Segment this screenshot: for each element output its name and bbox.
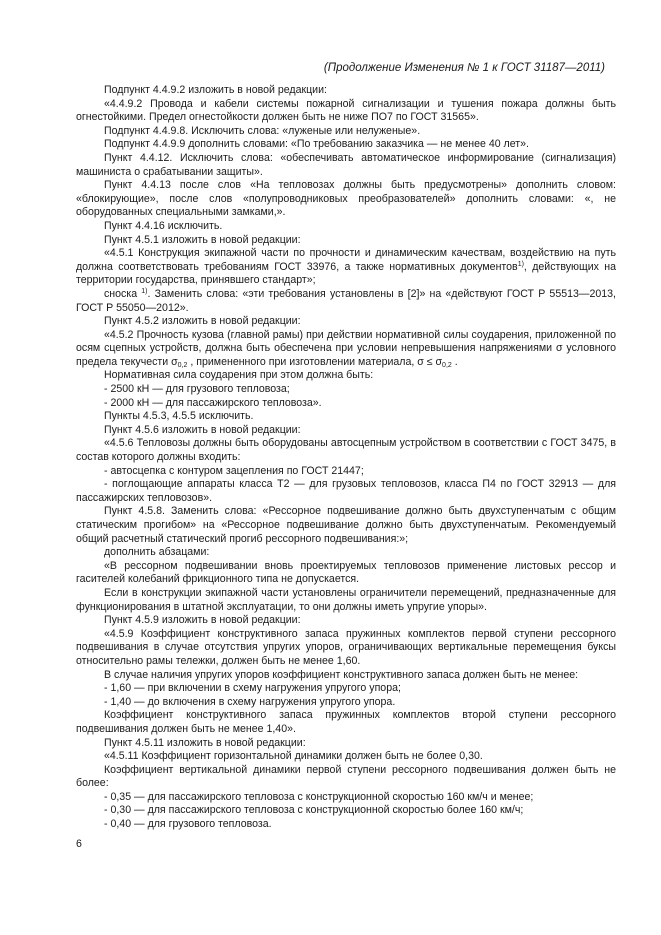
paragraph: Пункты 4.5.3, 4.5.5 исключить. xyxy=(104,410,254,423)
paragraph: Подпункт 4.4.9.2 изложить в новой редакции: xyxy=(104,84,327,96)
paragraph: Коэффициент конструктивного запаса пружинных комплектов второй ступени рессорного подвешивания должен быть не менее 1,40». xyxy=(76,709,616,735)
paragraph xyxy=(76,247,616,288)
paragraph: Нормативная сила соударения при этом должна быть: xyxy=(104,369,374,382)
paragraph: - 0,30 — для пассажирского тепловоза с конструкционной скоростью более 160 км/ч; xyxy=(104,804,524,817)
text-run: . Заменить слова: «эти требования установлены в [2]» на «действуют ГОСТ Р 55513—2013, ГОСТ Р 55050—2012». xyxy=(76,287,616,314)
paragraph: Пункт 4.4.13 после слов «На тепловозах должны быть предусмотрены» дополнить словом: «блокирующие», после слов «полупроводниковых преобразователей» дополнить словами: «, не оборудованных специальными замками,». xyxy=(76,179,616,219)
paragraph: - 1,40 — до включения в схему нагружения упругого упора. xyxy=(104,695,396,708)
paragraph: Подпункт 4.4.9.8. Исключить слова: «луженые или нелуженые». xyxy=(104,124,421,137)
paragraph: - 2000 кН — для пассажирского тепловоза». xyxy=(104,396,322,409)
footnote-mark: 1) xyxy=(517,260,524,268)
paragraph: - 0,35 — для пассажирского тепловоза с конструкционной скоростью 160 км/ч и менее; xyxy=(104,790,534,803)
paragraph: Пункт 4.5.1 изложить в новой редакции: xyxy=(104,233,301,246)
paragraph: Пункт 4.5.2 изложить в новой редакции: xyxy=(104,315,301,328)
paragraph: - 0,40 — для грузового тепловоза. xyxy=(104,818,272,831)
paragraph: Пункт 4.4.16 исключить. xyxy=(104,219,223,232)
paragraph: Пункт 4.4.12. Исключить слова: «обеспечивать автоматическое информирование (сигнализация) машиниста о срабатывании защиты». xyxy=(76,151,616,178)
paragraph xyxy=(76,329,616,370)
text-run: «4.5.1 Конструкция экипажной части по прочности и динамическим качествам, воздействию на путь должна соответствовать требованиям ГОСТ 33976, а также нормативных документов xyxy=(76,247,616,273)
paragraph: «4.4.9.2 Провода и кабели системы пожарной сигнализации и тушения пожара должны быть огнестойкими. Предел огнестойкости должен быть не ниже ПО7 по ГОСТ 31565». xyxy=(76,97,616,124)
document-body xyxy=(76,84,616,832)
text-run: сноска xyxy=(104,287,138,300)
paragraph: Коэффициент вертикальной динамики первой ступени рессорного подвешивания должен быть не более: xyxy=(76,763,616,790)
paragraph: «4.5.9 Коэффициент конструктивного запаса пружинных комплектов первой ступени рессорного подвешивания в случае отсутствия упругих упоров, ограничивающих вертикальные перемещения буксы относительно рамы тележки, должен быть не менее 1,60. xyxy=(76,627,616,667)
paragraph: Пункт 4.5.9 изложить в новой редакции: xyxy=(104,614,301,627)
text-run: . xyxy=(454,355,458,368)
paragraph: Пункт 4.5.6 изложить в новой редакции: xyxy=(104,423,301,436)
paragraph: - автосцепка с контуром зацепления по ГОСТ 21447; xyxy=(104,464,364,477)
text-run: «4.5.2 Прочность кузова (главной рамы) при действии нормативной силы соударения, приложенной по осям сцепных устройств, должна быть обеспечена при условии непревышения напряжениями σ условного предела текучести σ xyxy=(76,328,616,368)
text-run: , действующих на территории государства, принявшего стандарт»; xyxy=(76,260,617,287)
paragraph: - поглощающие аппараты класса Т2 — для грузовых тепловозов, класса П4 по ГОСТ 32913 — для пассажирских тепловозов». xyxy=(76,478,616,504)
page-number: 6 xyxy=(76,838,82,850)
paragraph: В случае наличия упругих упоров коэффициент конструктивного запаса должен быть не менее: xyxy=(104,668,579,681)
subscript: 0,2 xyxy=(442,361,452,369)
paragraph: Если в конструкции экипажной части установлены ограничители перемещений, предназначенные для функционирования в штатной эксплуатации, то они должны иметь упругие упоры». xyxy=(76,586,616,613)
text-run: , примененного при изготовлении материала, σ ≤ σ xyxy=(190,355,443,368)
paragraph: «В рессорном подвешивании вновь проектируемых тепловозов применение листовых рессор и гасителей колебаний фрикционного типа не допускается. xyxy=(76,559,616,586)
paragraph: «4.5.6 Тепловозы должны быть оборудованы автосцепным устройством в соответствии с ГОСТ 3475, в состав которого должны входить: xyxy=(76,437,616,464)
paragraph: - 1,60 — при включении в схему нагружения упругого упора; xyxy=(104,682,401,695)
paragraph xyxy=(76,288,616,315)
paragraph: Подпункт 4.4.9.9 дополнить словами: «По требованию заказчика — не менее 40 лет». xyxy=(104,138,529,151)
running-header: (Продолжение Изменения № 1 к ГОСТ 31187—2011) xyxy=(323,62,605,74)
paragraph: «4.5.11 Коэффициент горизонтальной динамики должен быть не более 0,30. xyxy=(104,750,483,763)
subscript: 0,2 xyxy=(177,361,188,369)
footnote-mark: 1) xyxy=(141,287,148,295)
paragraph: Пункт 4.5.11 изложить в новой редакции: xyxy=(104,736,306,749)
paragraph: Пункт 4.5.8. Заменить слова: «Рессорное подвешивание должно быть двухступенчатым с общим статическим прогибом» на «Рессорное подвешивание должно быть двухступенчатым. Рекомендуемый общий расчетный статический прогиб рессорного подвешивания:»; xyxy=(76,505,616,545)
paragraph: дополнить абзацами: xyxy=(104,546,210,559)
paragraph: - 2500 кН — для грузового тепловоза; xyxy=(104,383,290,396)
